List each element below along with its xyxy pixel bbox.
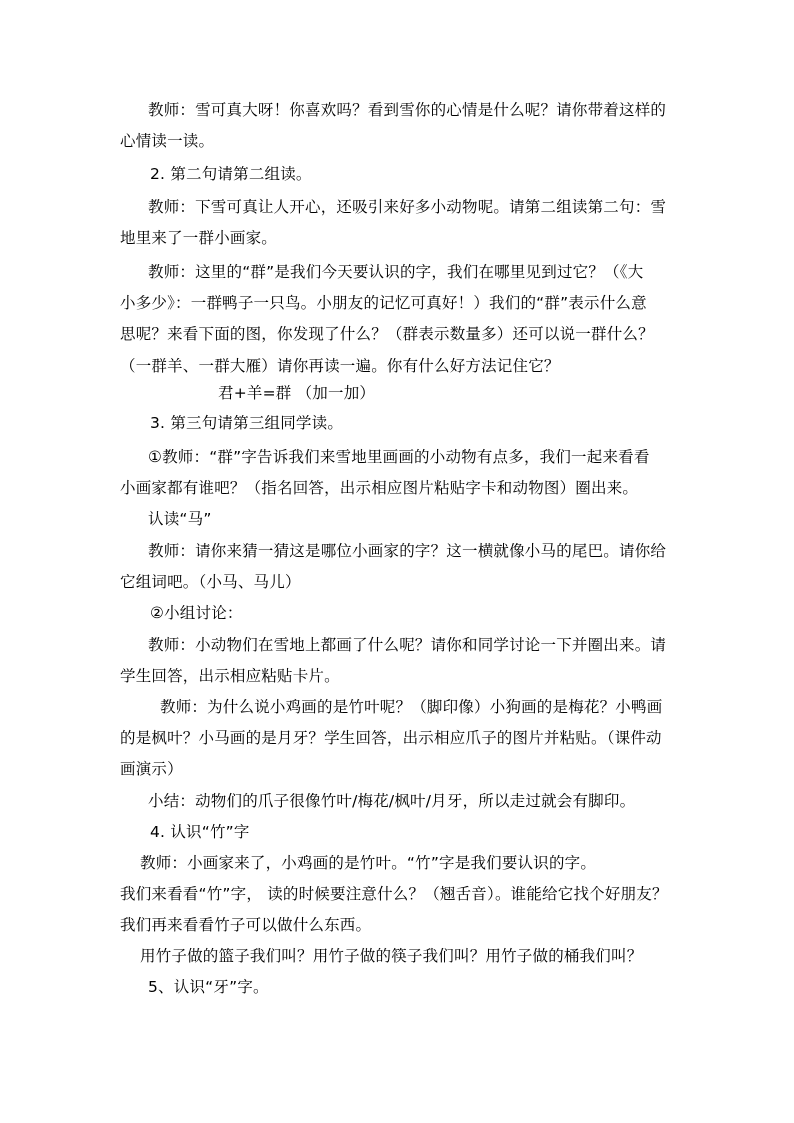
text-line: ②小组讨论： — [150, 604, 243, 622]
text-line: 4. 认识“竹”字 — [150, 823, 250, 841]
text-line: 心情读一读。 — [120, 132, 215, 150]
text-line: （一群羊、一群大雁）请你再读一遍。你有什么好方法记住它？ — [120, 357, 560, 375]
text-line: 认读“马” — [148, 510, 212, 528]
text-line: 教师：请你来猜一猜这是哪位小画家的字？这一横就像小马的尾巴。请你给 — [148, 542, 667, 560]
text-line: 教师：小动物们在雪地上都画了什么呢？请你和同学讨论一下并圈出来。请 — [148, 636, 667, 654]
text-line: 学生回答，出示相应粘贴卡片。 — [120, 667, 340, 685]
text-line: 2. 第二句请第二组读。 — [150, 165, 312, 183]
text-line: 地里来了一群小画家。 — [120, 229, 278, 247]
text-line: 我们来看看“竹”字， 读的时候要注意什么？（翘舌音）。谁能给它找个好朋友？ — [120, 885, 668, 903]
text-line: 思呢？来看下面的图，你发现了什么？（群表示数量多）还可以说一群什么？ — [120, 325, 654, 343]
text-line: 的是枫叶？小马画的是月牙？学生回答，出示相应爪子的图片并粘贴。（课件动 — [120, 729, 662, 747]
text-line: 画演示） — [120, 760, 183, 778]
text-line: 小画家都有谁吧？（指名回答，出示相应图片粘贴字卡和动物图）圈出来。 — [120, 479, 639, 497]
text-line: 小多少》：一群鸭子一只鸟。小朋友的记忆可真好！）我们的“群”表示什么意 — [120, 294, 647, 312]
text-line: 它组词吧。（小马、马儿） — [120, 573, 301, 591]
text-line: 君+羊=群 （加一加） — [218, 384, 376, 402]
text-line: 3. 第三句请第三组同学读。 — [150, 414, 344, 432]
text-line: 教师：为什么说小鸡画的是竹叶呢？（脚印像）小狗画的是梅花？小鸭画 — [160, 698, 663, 716]
text-line: 5、认识“牙”字。 — [148, 978, 269, 996]
text-line: 教师：下雪可真让人开心，还吸引来好多小动物呢。请第二组读第二句：雪 — [148, 198, 667, 216]
text-line: 我们再来看看竹子可以做什么东西。 — [120, 916, 372, 934]
text-line: 教师：小画家来了，小鸡画的是竹叶。“竹”字是我们要认识的字。 — [140, 854, 597, 872]
text-line: 小结：动物们的爪子很像竹叶/梅花/枫叶/月牙，所以走过就会有脚印。 — [148, 792, 636, 810]
text-line: ①教师：“群”字告诉我们来雪地里画画的小动物有点多，我们一起来看看 — [148, 448, 650, 466]
text-line: 教师：雪可真大呀！你喜欢吗？看到雪你的心情是什么呢？请你带着这样的 — [148, 101, 667, 119]
text-line: 教师：这里的“群”是我们今天要认识的字，我们在哪里见到过它？（《大 — [148, 263, 644, 281]
text-line: 用竹子做的篮子我们叫？用竹子做的筷子我们叫？用竹子做的桶我们叫？ — [140, 947, 643, 965]
